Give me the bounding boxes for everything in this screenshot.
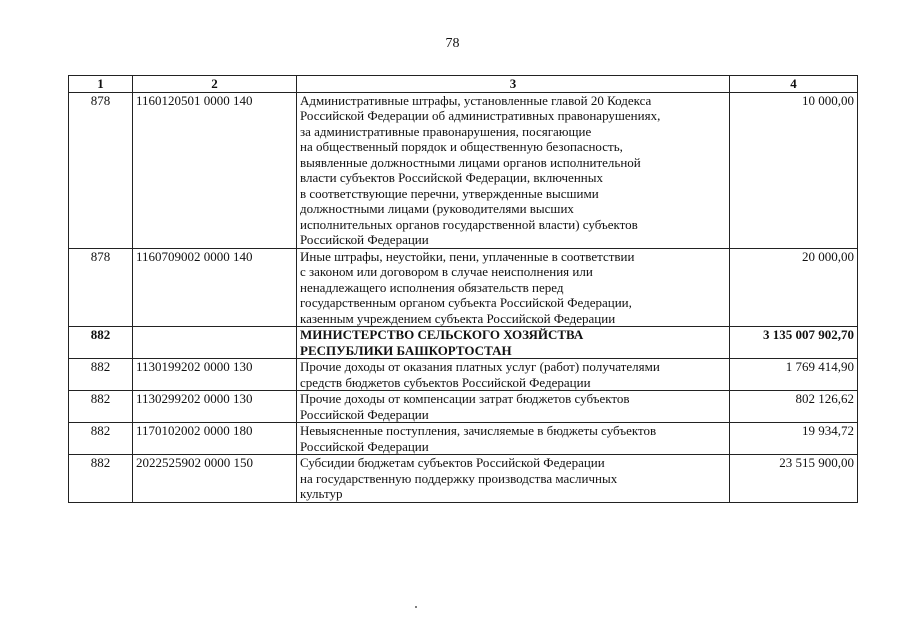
description-cell: [297, 423, 730, 455]
description-line: исполнительных органов государственной власти) субъектов: [300, 216, 638, 232]
description-line: культур: [300, 486, 343, 501]
description-line: в соответствующие перечни, утвержденные высшими: [300, 185, 599, 201]
description-cell: [297, 327, 730, 359]
page-number: 78: [445, 36, 460, 51]
classification-code-cell: 1160120501 0000 140: [133, 92, 297, 248]
description-line: на государственную поддержку производства масличных: [300, 470, 618, 486]
admin-code-cell: 882: [69, 327, 133, 359]
table-row: [69, 455, 858, 503]
description-line: казенным учреждением субъекта Российской Федерации: [300, 310, 616, 326]
amount-cell: 23 515 900,00: [730, 455, 858, 503]
classification-code-cell: 1130299202 0000 130: [133, 391, 297, 423]
description-line: МИНИСТЕРСТВО СЕЛЬСКОГО ХОЗЯЙСТВА: [300, 327, 584, 342]
amount-cell: 10 000,00: [730, 92, 858, 248]
table-row: [69, 391, 858, 423]
header-row: [69, 76, 858, 93]
header-col-4: 4: [730, 76, 858, 93]
description-line: Невыясненные поступления, зачисляемые в бюджеты субъектов: [300, 423, 657, 438]
table-row: [69, 423, 858, 455]
description-line: на общественный порядок и общественную безопасность,: [300, 139, 623, 154]
classification-code-cell: 1170102002 0000 180: [133, 423, 297, 455]
description-line: должностными лицами (руководителями высших: [300, 201, 574, 216]
amount-cell: 3 135 007 902,70: [730, 327, 858, 359]
header-col-2: 2: [133, 76, 297, 93]
description-cell: [297, 248, 730, 327]
stray-dot: [415, 606, 417, 608]
admin-code-cell: 882: [69, 359, 133, 391]
description-line: Административные штрафы, установленные главой 20 Кодекса: [300, 92, 652, 108]
amount-cell: 19 934,72: [730, 423, 858, 455]
description-line: власти субъектов Российской Федерации, включенных: [300, 170, 603, 185]
classification-code-cell: 1160709002 0000 140: [133, 248, 297, 327]
header-col-3: 3: [297, 76, 730, 93]
table-body: [69, 92, 858, 502]
description-line: Прочие доходы от оказания платных услуг (работ) получателями: [300, 359, 660, 374]
description-line: Иные штрафы, неустойки, пени, уплаченные в соответствии: [300, 248, 635, 264]
admin-code-cell: 882: [69, 423, 133, 455]
description-line: Российской Федерации: [300, 438, 429, 454]
description-line: РЕСПУБЛИКИ БАШКОРТОСТАН: [300, 342, 512, 358]
table-row: [69, 92, 858, 248]
description-cell: [297, 391, 730, 423]
admin-code-cell: 882: [69, 455, 133, 503]
description-line: с законом или договором в случае неисполнения или: [300, 264, 593, 279]
description-line: ненадлежащего исполнения обязательств перед: [300, 279, 564, 295]
admin-code-cell: 878: [69, 92, 133, 248]
description-line: Российской Федерации: [300, 232, 429, 247]
description-line: Российской Федерации об административных правонарушениях,: [300, 108, 661, 123]
description-line: Российской Федерации: [300, 406, 429, 422]
description-line: государственным органом субъекта Российской Федерации,: [300, 295, 632, 310]
description-cell: [297, 359, 730, 391]
description-line: Субсидии бюджетам субъектов Российской Федерации: [300, 455, 605, 470]
description-line: за административные правонарушения, посягающие: [300, 123, 592, 139]
budget-table: [68, 75, 858, 503]
classification-code-cell: [133, 327, 297, 359]
classification-code-cell: 1130199202 0000 130: [133, 359, 297, 391]
table-row: [69, 248, 858, 327]
description-cell: [297, 92, 730, 248]
amount-cell: 1 769 414,90: [730, 359, 858, 391]
admin-code-cell: 882: [69, 391, 133, 423]
description-line: средств бюджетов субъектов Российской Федерации: [300, 374, 591, 390]
description-cell: [297, 455, 730, 503]
description-line: выявленные должностными лицами органов исполнительной: [300, 154, 641, 170]
amount-cell: 802 126,62: [730, 391, 858, 423]
amount-cell: 20 000,00: [730, 248, 858, 327]
header-col-1: 1: [69, 76, 133, 93]
table-row: [69, 327, 858, 359]
table-row: [69, 359, 858, 391]
description-line: Прочие доходы от компенсации затрат бюджетов субъектов: [300, 391, 630, 406]
classification-code-cell: 2022525902 0000 150: [133, 455, 297, 503]
admin-code-cell: 878: [69, 248, 133, 327]
